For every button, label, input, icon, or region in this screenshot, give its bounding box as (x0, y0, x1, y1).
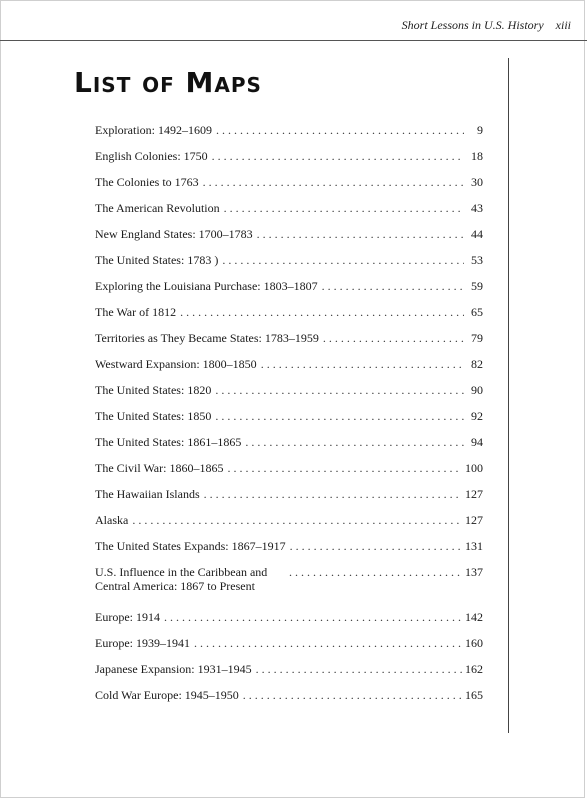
list-item (95, 305, 483, 331)
list-item (95, 636, 483, 662)
leader-dots (215, 383, 464, 397)
list-item (95, 123, 483, 149)
leader-dots (227, 461, 462, 475)
entry-title: The United States Expands: 1867–1917 (95, 539, 286, 553)
leader-dots (323, 331, 464, 345)
entry-title: New England States: 1700–1783 (95, 227, 253, 241)
list-item (95, 539, 483, 565)
entry-page: 59 (471, 279, 483, 293)
leader-dots (204, 487, 462, 501)
leader-dots (261, 357, 464, 371)
header-rule (0, 40, 587, 41)
leader-dots (212, 149, 464, 163)
list-item (95, 688, 483, 714)
entry-page: 127 (465, 487, 483, 501)
entry-page: 30 (471, 175, 483, 189)
leader-dots (322, 279, 464, 293)
list-item (95, 610, 483, 636)
entry-page: 82 (471, 357, 483, 371)
leader-dots (132, 513, 462, 527)
entry-page: 142 (465, 610, 483, 624)
entry-title: Exploration: 1492–1609 (95, 123, 212, 137)
entry-page: 9 (477, 123, 483, 137)
entry-title: English Colonies: 1750 (95, 149, 208, 163)
leader-dots (215, 409, 464, 423)
entry-page: 94 (471, 435, 483, 449)
leader-dots (216, 123, 464, 137)
list-item (95, 435, 483, 461)
entry-title: Europe: 1914 (95, 610, 160, 624)
entry-title: U.S. Influence in the Caribbean and Central America: 1867 to Present (95, 565, 268, 593)
entry-page: 44 (471, 227, 483, 241)
entry-page: 18 (471, 149, 483, 163)
list-item (95, 279, 483, 305)
entry-title: The Civil War: 1860–1865 (95, 461, 224, 475)
entry-page: 100 (465, 461, 483, 475)
list-item (95, 383, 483, 409)
entry-page: 160 (465, 636, 483, 650)
maps-list (95, 123, 483, 714)
entry-title: Territories as They Became States: 1783–1959 (95, 331, 319, 345)
leader-dots (203, 175, 464, 189)
list-item (95, 357, 483, 383)
entry-title: Cold War Europe: 1945–1950 (95, 688, 239, 702)
list-item (95, 331, 483, 357)
leader-dots (180, 305, 464, 319)
entry-title: Exploring the Louisiana Purchase: 1803–1807 (95, 279, 318, 293)
leader-dots (290, 539, 462, 553)
entry-title: The Hawaiian Islands (95, 487, 200, 501)
list-item (95, 227, 483, 253)
entry-title: The War of 1812 (95, 305, 177, 319)
entry-page: 43 (471, 201, 483, 215)
entry-title: Europe: 1939–1941 (95, 636, 190, 650)
entry-title: The United States: 1861–1865 (95, 435, 242, 449)
entry-title: The Colonies to 1763 (95, 175, 199, 189)
entry-title: The United States: 1820 (95, 383, 212, 397)
list-item (95, 662, 483, 688)
page-title: List of Maps (74, 66, 262, 99)
list-item (95, 149, 483, 175)
entry-page: 137 (465, 565, 483, 579)
leader-dots (222, 253, 464, 267)
entry-title: The United States: 1850 (95, 409, 212, 423)
leader-dots (243, 688, 462, 702)
leader-dots (245, 435, 464, 449)
list-item (95, 513, 483, 539)
entry-page: 131 (465, 539, 483, 553)
entry-title: The American Revolution (95, 201, 220, 215)
list-item (95, 461, 483, 487)
list-item (95, 175, 483, 201)
entry-title: Westward Expansion: 1800–1850 (95, 357, 257, 371)
list-item (95, 565, 483, 610)
entry-page: 92 (471, 409, 483, 423)
entry-page: 53 (471, 253, 483, 267)
leader-dots (164, 610, 462, 624)
list-item (95, 409, 483, 435)
list-item (95, 201, 483, 227)
entry-page: 127 (465, 513, 483, 527)
page-number: xiii (555, 18, 571, 32)
leader-dots (289, 565, 462, 579)
leader-dots (257, 227, 464, 241)
running-header (402, 18, 571, 33)
leader-dots (224, 201, 464, 215)
margin-rule (508, 58, 509, 733)
entry-page: 79 (471, 331, 483, 345)
entry-title: Alaska (95, 513, 129, 527)
leader-dots (256, 662, 462, 676)
list-item (95, 253, 483, 279)
entry-page: 165 (465, 688, 483, 702)
entry-page: 65 (471, 305, 483, 319)
entry-page: 90 (471, 383, 483, 397)
leader-dots (194, 636, 462, 650)
list-item (95, 487, 483, 513)
entry-page: 162 (465, 662, 483, 676)
book-title: Short Lessons in U.S. History (401, 18, 544, 32)
entry-title: Japanese Expansion: 1931–1945 (95, 662, 252, 676)
entry-title: The United States: 1783 ) (95, 253, 219, 267)
